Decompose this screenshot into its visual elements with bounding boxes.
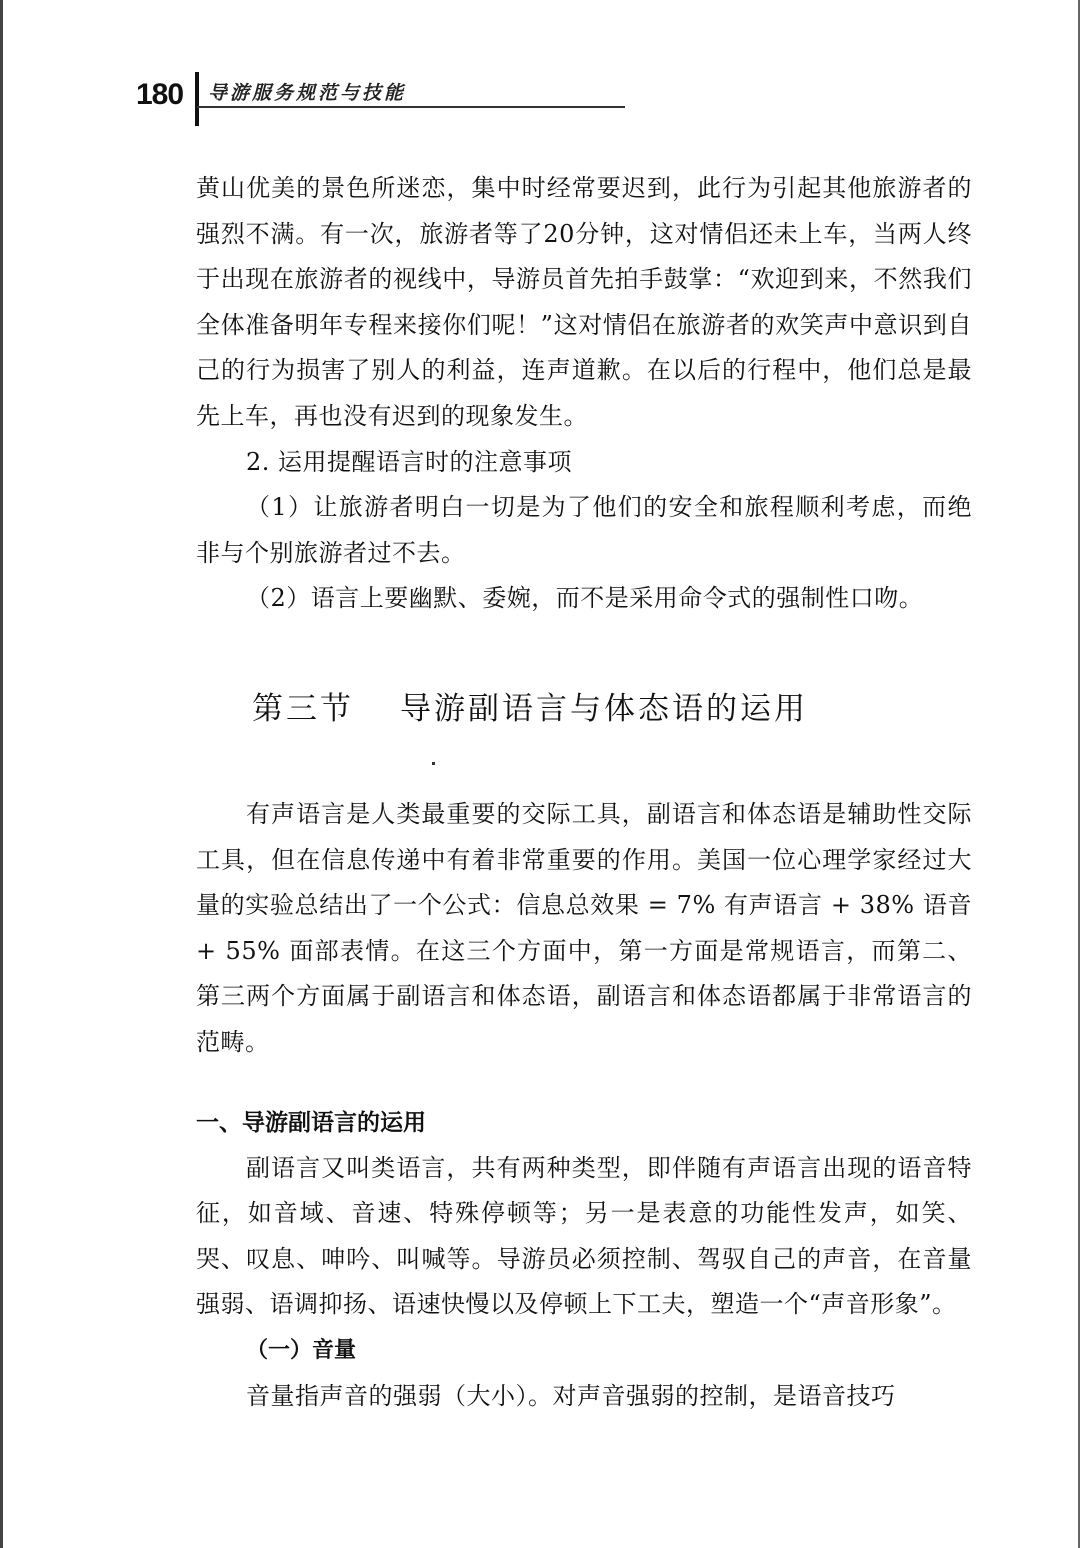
section-title: 导游副语言与体态语的运用: [400, 690, 808, 727]
section-heading: [196, 692, 972, 792]
numbered-item: 2. 运用提醒语言时的注意事项: [246, 447, 573, 476]
continued-paragraph: 黄山优美的景色所迷恋，集中时经常要迟到，此行为引起其他旅游者的强烈不满。有一次，旅游者等了20分钟，这对情侣还未上车，当两人终于出现在旅游者的视线中，导游员首先拍手鼓掌：“欢迎到来，不然我们全体准备明年专程来接你们呢！”这对情侣在旅游者的欢笑声中意识到自己的行为损害了别人的利益，连声道歉。在以后的行程中，他们总是最先上车，再也没有迟到的现象发生。: [196, 174, 972, 430]
sub-item-1: （1）让旅游者明白一切是为了他们的安全和旅程顺利考虑，而绝非与个别旅游者过不去。: [196, 493, 972, 567]
page-edge-left: [0, 0, 3, 1548]
paralanguage-paragraph: 副语言又叫类语言，共有两种类型，即伴随有声语言出现的语音特征，如音域、音速、特殊停顿等；另一是表意的功能性发声，如笑、哭、叹息、呻吟、叫喊等。导游员必须控制、驾驭自己的声音，在音量强弱、语调抑扬、语速快慢以及停顿上下工夫，塑造一个“声音形象”。: [196, 1153, 972, 1319]
section-label: 第三节: [252, 690, 354, 727]
page-content: [196, 166, 972, 1419]
section-intro-paragraph: 有声语言是人类最重要的交际工具，副语言和体态语是辅助性交际工具，但在信息传递中有着非常重要的作用。美国一位心理学家经过大量的实验总结出了一个公式：信息总效果 = 7% 有声语言 + 38% 语音 + 55% 面部表情。在这三个方面中，第一方面是常规语言，而第二、第三两个方面属于副语言和体态语，副语言和体态语都属于非常语言的范畴。: [196, 799, 972, 1056]
running-header: [128, 72, 628, 132]
minor-heading-volume: （一）音量: [246, 1337, 357, 1363]
page-number: 180: [136, 78, 184, 111]
book-title: 导游服务规范与技能: [208, 82, 407, 104]
subsection-heading: 一、导游副语言的运用: [196, 1109, 426, 1136]
sub-item-2: （2）语言上要幽默、委婉，而不是采用命令式的强制性口吻。: [246, 584, 924, 613]
header-horizontal-rule: [197, 106, 625, 108]
volume-paragraph: 音量指声音的强弱（大小）。对声音强弱的控制，是语音技巧: [246, 1381, 896, 1410]
header-vertical-rule: [195, 72, 199, 126]
print-speck: [432, 762, 435, 765]
